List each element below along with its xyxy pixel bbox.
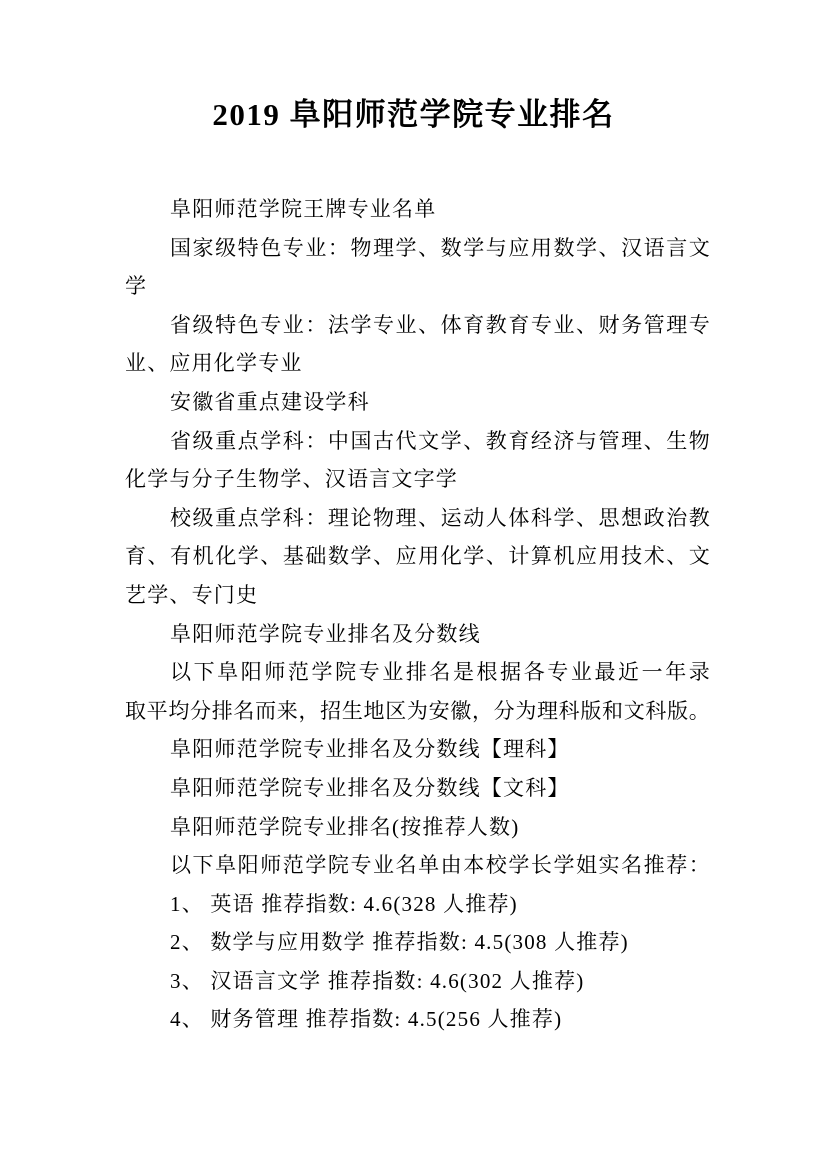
text-line: 取平均分排名而来，招生地区为安徽，分为理科版和文科版。: [125, 698, 710, 723]
document-title: 2019 阜阳师范学院专业排名: [212, 97, 615, 132]
text-line: 学: [125, 274, 148, 299]
text-line: 业、应用化学专业: [125, 351, 303, 376]
text-line: 育、有机化学、基础数学、应用化学、计算机应用技术、文: [125, 544, 710, 569]
text-line: 1、 英语 推荐指数: 4.6(328 人推荐): [170, 891, 518, 916]
text-line: 安徽省重点建设学科: [170, 389, 370, 414]
text-line: 省级重点学科：中国古代文学、教育经济与管理、生物: [170, 428, 710, 453]
document-body: [125, 190, 710, 1039]
text-line: 2、 数学与应用数学 推荐指数: 4.5(308 人推荐): [170, 930, 629, 955]
text-line: 4、 财务管理 推荐指数: 4.5(256 人推荐): [170, 1007, 563, 1032]
text-line: 艺学、专门史: [125, 582, 259, 607]
text-line: 阜阳师范学院专业排名及分数线【文科】: [170, 775, 570, 800]
text-line: 化学与分子生物学、汉语言文字学: [125, 467, 458, 492]
text-line: 校级重点学科：理论物理、运动人体科学、思想政治教: [170, 505, 710, 530]
text-line: 以下阜阳师范学院专业名单由本校学长学姐实名推荐：: [170, 853, 710, 878]
text-line: 省级特色专业：法学专业、体育教育专业、财务管理专: [170, 312, 710, 337]
text-line: 3、 汉语言文学 推荐指数: 4.6(302 人推荐): [170, 968, 585, 993]
text-line: 阜阳师范学院王牌专业名单: [170, 197, 437, 221]
text-line: 以下阜阳师范学院专业排名是根据各专业最近一年录: [170, 660, 710, 685]
text-line: 阜阳师范学院专业排名及分数线【理科】: [170, 737, 570, 762]
text-line: 国家级特色专业：物理学、数学与应用数学、汉语言文: [170, 235, 710, 260]
text-line: 阜阳师范学院专业排名及分数线: [170, 621, 481, 646]
text-line: 阜阳师范学院专业排名(按推荐人数): [170, 814, 520, 839]
